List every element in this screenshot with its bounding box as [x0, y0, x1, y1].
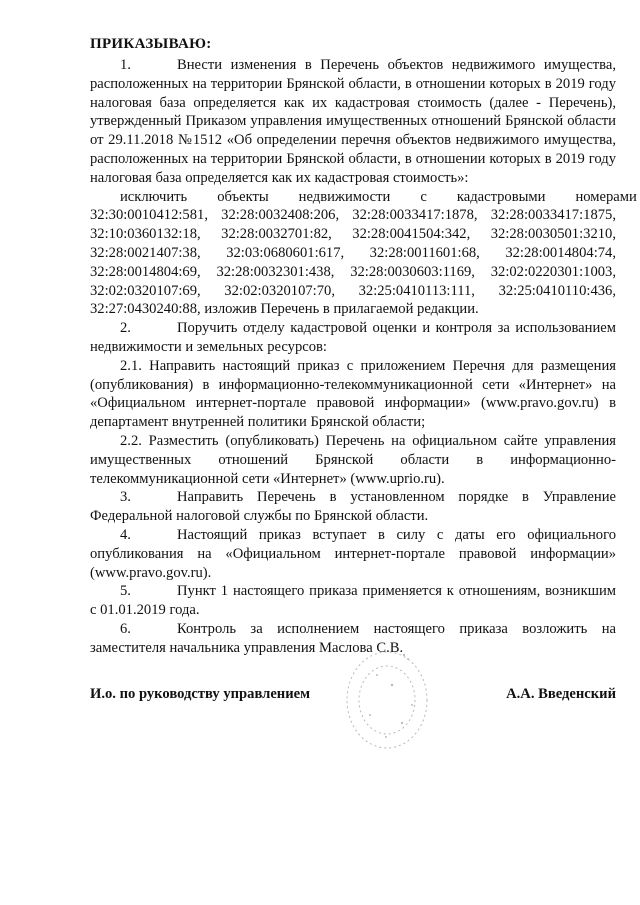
signature-block — [90, 686, 616, 703]
paragraph-3-text: Направить Перечень в установленном порядке в Управление Федеральной налоговой службы по Брянской области. — [90, 489, 616, 525]
paragraph-2-text: Поручить отделу кадастровой оценки и контроля за использованием недвижимости и земельных ресурсов: — [90, 320, 616, 355]
list-intro-word: с — [420, 188, 427, 205]
paragraph-5-text: Пункт 1 настоящего приказа применяется к отношениям, возникшим с 01.01.2019 года. — [90, 583, 616, 619]
list-intro-word: недвижимости — [298, 188, 391, 205]
list-intro-word: исключить — [120, 188, 188, 205]
paragraph-6-text: Контроль за исполнением настоящего приказа возложить на заместителя начальника управления Маслова С.В. — [90, 620, 616, 656]
paragraph-1 — [90, 56, 616, 188]
list-intro-word: номерами — [575, 188, 637, 205]
paragraph-1-text: Внести изменения в Перечень объектов недвижимого имущества, расположенных на территории Брянской области, в отношении которых в 2019 году налоговая база определяется как их кадастровая стоимость (далее - Перечень), утвержденный Приказом управления имущественных отношений Брянской области от 29.11.2018 №1512 «Об определении перечня объектов недвижимого имущества, расположенных на территории Брянской области, в отношении которых в 2019 году налоговая база определяется как их кадастровая стоимость»: — [90, 57, 616, 186]
paragraph-4-number: 4. — [120, 526, 131, 543]
list-intro-word: объекты — [217, 188, 269, 205]
cadastral-numbers-list: 32:30:0010412:581, 32:28:0032408:206, 32:28:0033417:1878, 32:28:0033417:1875, 32:10:0360132:18, 32:28:0032701:82, 32:28:0041504:342, 32:28:0030501:3210, 32:28:0021407:38, 32:03:0680601:617, 32:28:0011601:68, 32:28:0014804:74, 32:28:0014804:69, 32:28:0032301:438, 32:28:0030603:1169, 32:02:0220301:1003, 32:02:0320107:69, 32:02:0320107:70, 32:25:0410113:111, 32:25:0410110:436, 32:27:0430240:88, изложив Перечень в прилагаемой редакции. — [90, 207, 616, 318]
paragraph-4-text: Настоящий приказ вступает в силу с даты его официального опубликования на «Официальном интернет-портале правовой информации» (www.pravo.gov.ru). — [90, 526, 616, 581]
paragraph-3 — [90, 488, 616, 526]
signatory-name: А.А. Введенский — [506, 686, 616, 702]
paragraph-5-number: 5. — [120, 583, 131, 600]
paragraph-4 — [90, 526, 616, 582]
signatory-position: И.о. по руководству управлением — [90, 686, 311, 702]
paragraph-6-number: 6. — [120, 620, 131, 637]
paragraph-2-number: 2. — [120, 320, 131, 337]
list-intro-word: кадастровыми — [456, 188, 546, 205]
paragraph-2-2: 2.2. Разместить (опубликовать) Перечень на официальном сайте управления имущественных отношений Брянской области в информационно-телекоммуникационной сети «Интернет» (www.uprio.ru). — [90, 432, 616, 487]
paragraph-2-1: 2.1. Направить настоящий приказ с приложением Перечня для размещения (опубликования) в информационно-телекоммуникационной сети «Интернет» на «Официальном интернет-портале правовой информации» (www.pravo.gov.ru) в департамент внутренней политики Брянской области; — [90, 357, 616, 431]
paragraph-2 — [90, 319, 616, 357]
paragraph-3-number: 3. — [120, 489, 131, 506]
order-heading: ПРИКАЗЫВАЮ: — [90, 36, 212, 52]
paragraph-1-number: 1. — [120, 57, 131, 73]
paragraph-5 — [90, 582, 616, 620]
document-body — [90, 56, 637, 658]
cadastral-list-intro — [90, 188, 637, 207]
